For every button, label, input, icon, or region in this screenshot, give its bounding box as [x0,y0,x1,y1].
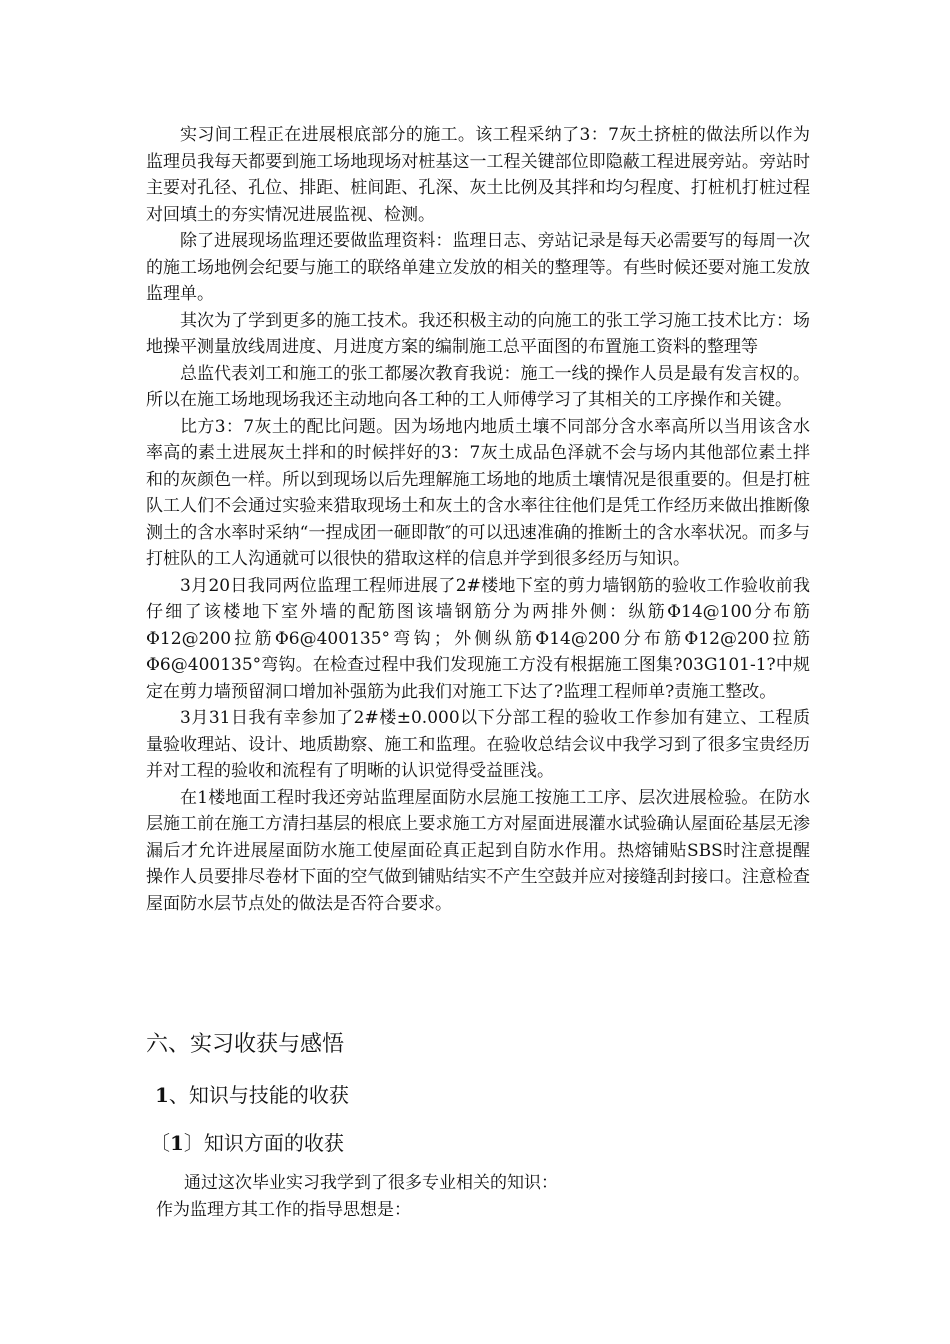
sub-heading-number: 1 [155,1083,169,1107]
closing-text [150,1170,814,1223]
paragraph-lime-soil-ratio: 比方3：7灰土的配比问题。因为场地内地质土壤不同部分含水率高所以当用该含水率高的素土进展灰土拌和的时候拌好的3：7灰土成品色泽就不会与场内其他部位素土拌和的灰颜色一样。所以到现场以后先理解施工场地的地质土壤情况是很重要的。但是打桩队工人们不会通过实验来猎取现场土和灰土的含水率往往他们是凭工作经历来做出推断像测土的含水率时采纳“一捏成团一砸即散″的可以迅速准确的推断土的含水率状况。而多与打桩队的工人沟通就可以很快的猎取这样的信息并学到很多经历与知识。 [146,416,810,569]
sub-heading-text: 、知识与技能的收获 [168,1083,349,1107]
section-heading: 六、实习收获与感悟 [146,1032,345,1057]
closing-line-guideline: 作为监理方其工作的指导思想是： [156,1199,411,1220]
paragraph-supervision-documents: 除了进展现场监理还要做监理资料：监理日志、旁站记录是每天必需要写的每周一次的施工场地例会纪要与施工的联络单建立发放的相关的整理等。有些时候还要对施工发放监理单。 [146,231,810,304]
sub-heading [155,1080,349,1110]
sub-sub-heading-open: 〔 [150,1131,170,1155]
sub-sub-heading-number: 1 [170,1131,184,1155]
body-text [146,122,810,917]
paragraph-rebar-inspection: 3月20日我同两位监理工程师进展了2#楼地下室的剪力墙钢筋的验收工作验收前我仔细了该楼地下室外墙的配筋图该墙钢筋分为两排外侧：纵筋Φ14@100分布筋Φ12@200拉筋Φ6@400135°弯钩；外侧纵筋Φ14@200分布筋Φ12@200拉筋Φ6@400135°弯钩。在检查过程中我们发现施工方没有根据施工图集?03G101-1?中规定在剪力墙预留洞口增加补强筋为此我们对施工下达了?监理工程师单?责施工整改。 [146,575,810,702]
paragraph-learning-techniques: 其次为了学到更多的施工技术。我还积极主动的向施工的张工学习施工技术比方：场地操平测量放线周进度、月进度方案的编制施工总平面图的布置施工资料的整理等 [146,310,810,357]
paragraph-roof-waterproofing: 在1楼地面工程时我还旁站监理屋面防水层施工按施工工序、层次进展检验。在防水层施工前在施工方清扫基层的根底上要求施工方对屋面进展灌水试验确认屋面砼基层无渗漏后才允许进展屋面防水施工使屋面砼真正起到自防水作用。热熔铺贴SBS时注意提醒操作人员要排尽卷材下面的空气做到铺贴结实不产生空鼓并应对接缝刮封接口。注意检查屋面防水层节点处的做法是否符合要求。 [146,787,810,914]
sub-sub-heading [150,1128,344,1158]
paragraph-acceptance-meeting: 3月31日我有幸参加了2#楼±0.000以下分部工程的验收工作参加有建立、工程质量验收理站、设计、地质勘察、施工和监理。在验收总结会议中我学习到了很多宝贵经历并对工程的验收和流程有了明晰的认识觉得受益匪浅。 [146,708,810,781]
paragraph-workers-advice: 总监代表刘工和施工的张工都屡次教育我说：施工一线的操作人员是最有发言权的。所以在施工场地现场我还主动地向各工种的工人师傅学习了其相关的工序操作和关键。 [146,363,810,410]
closing-line-intro: 通过这次毕业实习我学到了很多专业相关的知识： [184,1173,558,1193]
sub-sub-heading-text: 〕知识方面的收获 [183,1131,344,1155]
paragraph-foundation-work: 实习间工程正在进展根底部分的施工。该工程采纳了3：7灰土挤桩的做法所以作为监理员我每天都要到施工场地现场对桩基这一工程关键部位即隐蔽工程进展旁站。旁站时主要对孔径、孔位、排距、桩间距、孔深、灰土比例及其拌和均匀程度、打桩机打桩过程对回填土的夯实情况进展监视、检测。 [146,125,810,225]
